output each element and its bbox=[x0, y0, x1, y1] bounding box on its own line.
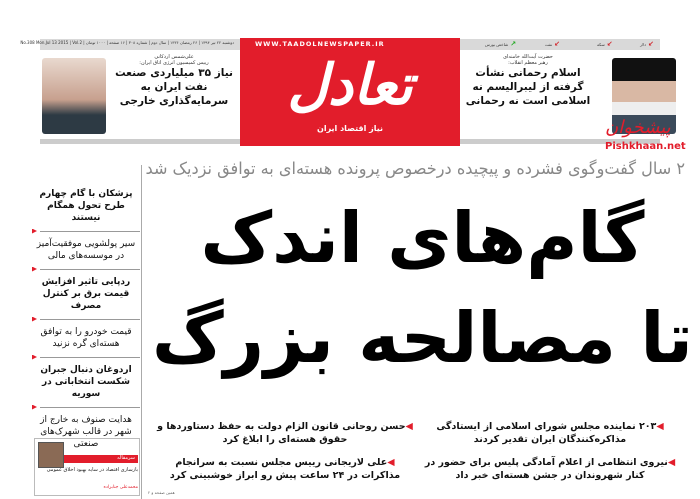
arrow-up-icon: ↗ bbox=[510, 40, 517, 48]
side-news-item[interactable]: ردپایی تاثیر افزایش قیمت برق بر کنترل مصرف bbox=[41, 277, 131, 311]
side-news-item[interactable]: سیر پولشویی موفقیت‌آمیز در موسسه‌های مالی bbox=[36, 239, 136, 261]
main-headline-line1: گام‌های اندک bbox=[200, 197, 645, 279]
bullet-arrow-icon: ◀ bbox=[387, 457, 395, 468]
market-index-oil: ↙ نفت bbox=[545, 40, 560, 48]
opinion-title[interactable]: بازسازی اقتصاد در سایه بهبود اخلاق عمومی bbox=[46, 467, 138, 473]
watermark-url: Pishkhaan.net bbox=[605, 141, 686, 152]
main-headline-line2: تا مصالحه بزرگ bbox=[152, 297, 693, 379]
separator bbox=[32, 265, 140, 273]
bullet-news-item[interactable]: ◀حسن روحانی قانون الزام دولت به حفظ دستاوردها و حقوق هسته‌ای را ابلاغ کرد bbox=[157, 421, 413, 445]
side-news-item[interactable]: هدایت صنوف به خارج از شهر در قالب شهرک‌های صنعتی bbox=[40, 415, 132, 449]
dateline: دوشنبه ۲۲ تیر ۱۳۹۴ | ۲۶ رمضان ۱۴۳۶ | سال دوم | شماره ۳۰۸ | ۱۶ صفحه | ۱۰۰۰ تومان | No.308 Mon.Jul 13 2015 | Vol.2 bbox=[20, 40, 234, 45]
side-news-column bbox=[32, 185, 140, 453]
portrait-photo bbox=[42, 58, 106, 134]
newspaper-logo: تعادل bbox=[287, 52, 413, 118]
play-arrow-icon bbox=[32, 405, 37, 410]
logo-tagline: نیاز اقتصاد ایران bbox=[317, 124, 383, 133]
separator bbox=[32, 353, 140, 361]
feature-kicker: علی‌شمس اردکانی رییس کمیسیون انرژی اتاق ایران: bbox=[139, 54, 209, 66]
separator bbox=[32, 403, 140, 411]
opinion-author: محمدعلی جنابزاده bbox=[103, 485, 138, 490]
subheadline: ۲ سال گفت‌وگوی فشرده و پیچیده درخصوص پرونده هسته‌ای به توافق نزدیک شد bbox=[145, 159, 685, 178]
side-news-item[interactable]: اردوغان دنبال جبران شکست انتخاباتی در سوریه bbox=[40, 365, 132, 399]
arrow-down-icon: ↙ bbox=[554, 40, 560, 48]
bullet-news-item[interactable]: ◀نیروی انتظامی از اعلام آمادگی پلیس برای حضور در کنار شهروندان در جشن هسته‌ای خبر داد bbox=[424, 457, 676, 481]
separator bbox=[32, 227, 140, 235]
column-divider bbox=[141, 165, 142, 499]
feature-headline: نیاز ۳۵ میلیاردی صنعت نفت ایران به سرمایه‌گذاری خارجی bbox=[115, 67, 233, 107]
website-url[interactable]: WWW.TAADOLNEWSPAPER.IR bbox=[255, 40, 385, 48]
market-index-bourse: ↗ شاخص بورس bbox=[485, 40, 517, 48]
bullet-arrow-icon: ◀ bbox=[667, 457, 676, 468]
play-arrow-icon bbox=[32, 267, 37, 272]
bullet-arrow-icon: ◀ bbox=[656, 421, 664, 432]
separator bbox=[32, 315, 140, 323]
author-photo bbox=[38, 442, 64, 468]
feature-headline: اسلام رحمانی نشأت گرفته از لیبرالیسم نه اسلامی است نه رحمانی bbox=[465, 67, 591, 107]
side-news-item[interactable]: پزشکان با گام چهارم طرح تحول همگام نیستند bbox=[39, 189, 133, 223]
market-index-dollar: ↙ دلار bbox=[640, 40, 654, 48]
left-feature-box[interactable] bbox=[40, 52, 240, 144]
side-news-item[interactable]: قیمت خودرو را به توافق هسته‌ای گره نزنید bbox=[40, 327, 132, 349]
arrow-down-icon: ↙ bbox=[606, 40, 613, 48]
play-arrow-icon bbox=[32, 317, 37, 322]
play-arrow-icon bbox=[32, 355, 37, 360]
bullet-news-item[interactable]: ◀۲۰۳ نماینده مجلس شورای اسلامی از ایستادگی مذاکره‌کنندگان ایران تقدیر کردند bbox=[436, 421, 664, 445]
bullet-news-item[interactable]: ◀علی لاریجانی رییس مجلس نسبت به سرانجام مذاکرات در ۲۴ ساعت پیش رو ابراز خوشبینی کرد bbox=[169, 457, 401, 481]
bullet-arrow-icon: ◀ bbox=[405, 421, 413, 432]
watermark-logo: پیشخوان bbox=[605, 117, 671, 138]
play-arrow-icon bbox=[32, 229, 37, 234]
opinion-label: سرمقاله bbox=[64, 455, 138, 463]
continued-link[interactable]: همین صفحه و ۲ bbox=[148, 490, 175, 495]
market-index-coin: ↙ سکه bbox=[597, 40, 613, 48]
arrow-down-icon: ↙ bbox=[648, 40, 654, 48]
feature-kicker: حضرت آیت‌الله خامنه‌ای رهبر معظم انقلاب: bbox=[503, 54, 553, 66]
